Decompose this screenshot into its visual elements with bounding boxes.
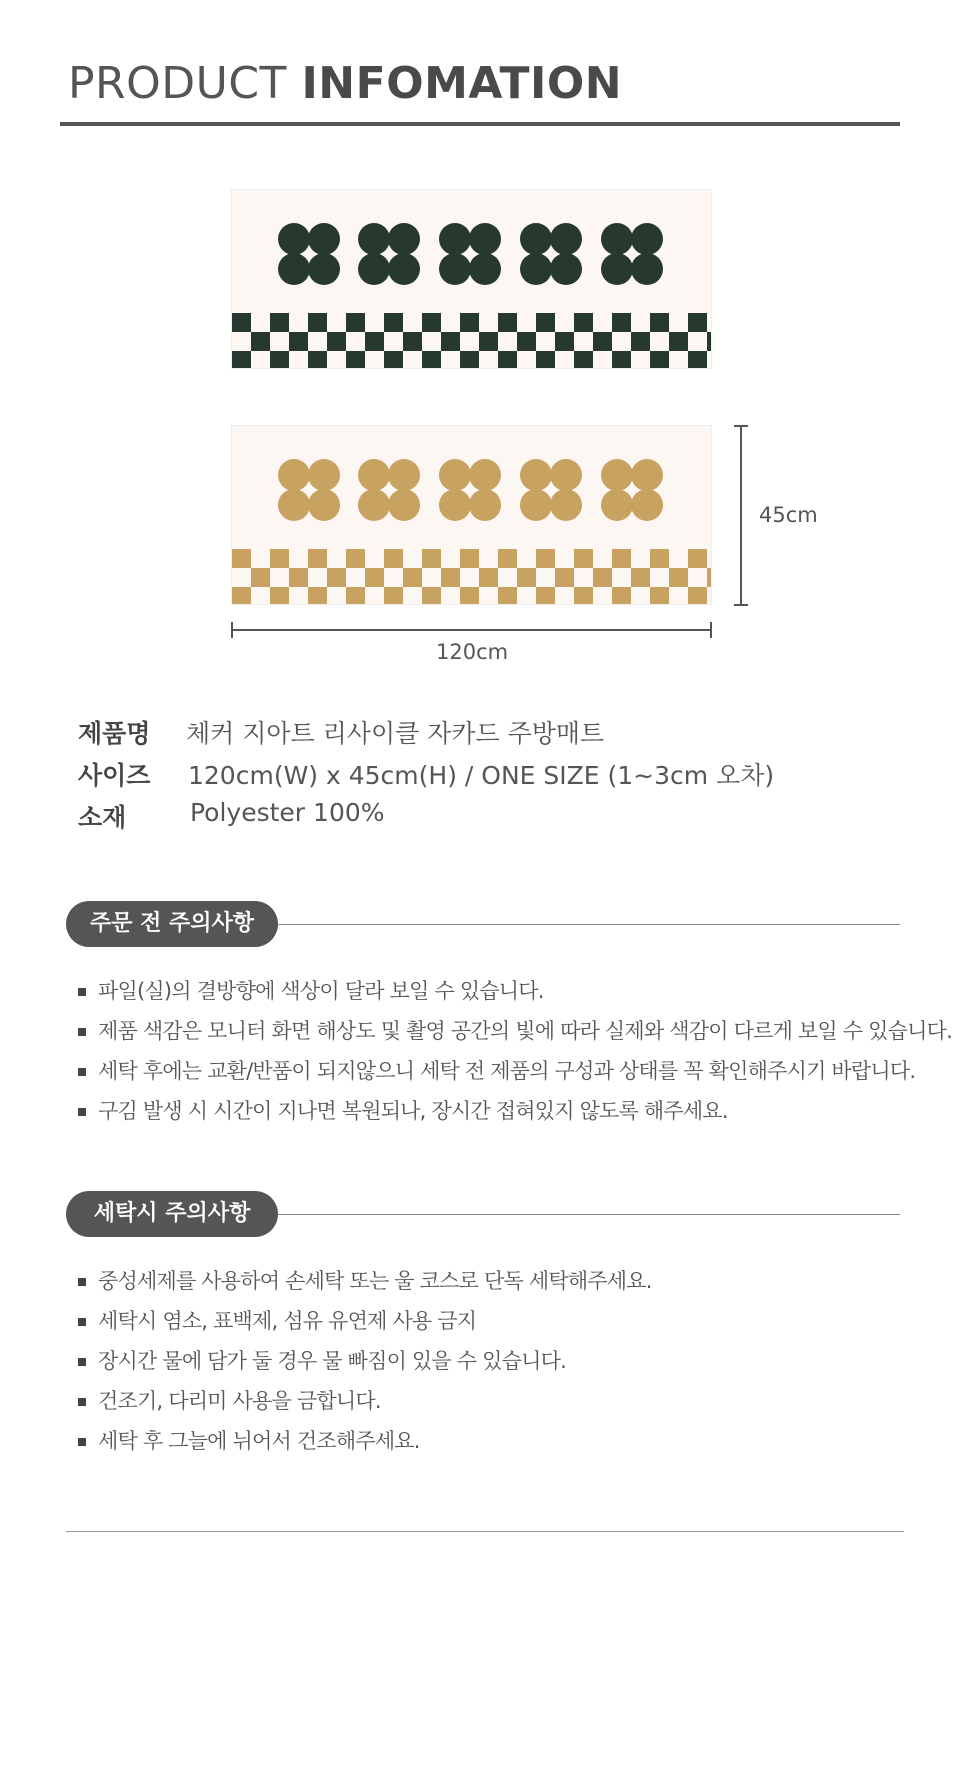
section-title-washing-notice: 세탁시 주의사항 [66,1191,278,1237]
list-item: 세탁 후 그늘에 뉘어서 건조해주세요. [78,1421,652,1461]
height-dimension-cap-top [734,425,748,427]
section-title-order-notice: 주문 전 주의사항 [66,901,278,947]
list-item: 제품 색감은 모니터 화면 해상도 및 촬영 공간의 빛에 따라 실제와 색감이 다르게 보일 수 있습니다. [78,1011,952,1051]
list-item: 세탁 후에는 교환/반품이 되지않으니 세탁 전 제품의 구성과 상태를 꼭 확인해주시기 바랍니다. [78,1051,952,1091]
list-item: 건조기, 다리미 사용을 금합니다. [78,1381,652,1421]
spec-key: 제품명 [78,719,151,748]
title-light: PRODUCT [68,58,287,109]
width-dimension-line [231,629,712,631]
spec-value: 120cm(W) x 45cm(H) / ONE SIZE (1~3cm 오차) [188,761,775,790]
footer-divider [66,1531,904,1532]
order-notice-list [78,971,952,1131]
spec-key: 소재 [78,803,127,832]
section-divider [278,924,900,925]
height-dimension-cap-bottom [734,604,748,606]
height-dimension-line [740,426,742,606]
mat-green-image [231,189,712,369]
list-item: 파일(실)의 결방향에 색상이 달라 보일 수 있습니다. [78,971,952,1011]
page-title [68,58,622,109]
section-divider [278,1214,900,1215]
height-dimension-label: 45cm [759,503,818,527]
title-divider [60,122,900,126]
list-item: 중성세제를 사용하여 손세탁 또는 울 코스로 단독 세탁해주세요. [78,1261,652,1301]
list-item: 세탁시 염소, 표백제, 섬유 유연제 사용 금지 [78,1301,652,1341]
list-item: 장시간 물에 담가 둘 경우 물 빠짐이 있을 수 있습니다. [78,1341,652,1381]
width-dimension-cap-left [231,622,233,638]
spec-value: 체커 지아트 리사이클 자카드 주방매트 [186,719,605,748]
title-bold: INFOMATION [301,58,623,109]
mat-gold-image [231,425,712,605]
washing-notice-list [78,1261,652,1461]
spec-value: Polyester 100% [190,798,385,827]
list-item: 구김 발생 시 시간이 지나면 복원되나, 장시간 접혀있지 않도록 해주세요. [78,1091,952,1131]
spec-key: 사이즈 [78,761,151,790]
width-dimension-cap-right [710,622,712,638]
width-dimension-label: 120cm [436,640,509,664]
